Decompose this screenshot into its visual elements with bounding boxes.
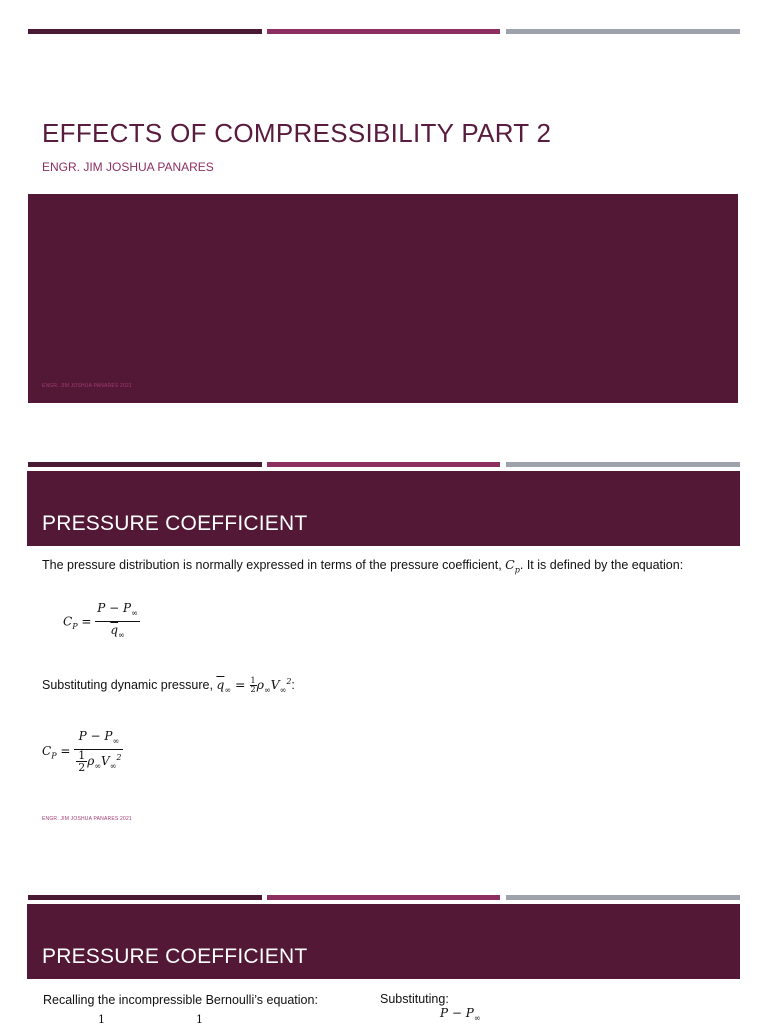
subst-v-sup: 2 (286, 677, 292, 686)
slide1-title: EFFECTS OF COMPRESSIBILITY PART 2 (42, 118, 552, 148)
intro-text: The pressure distribution is normally expressed in terms of the pressure coefficient, (42, 558, 506, 572)
eq2-lhs-sub: P (51, 751, 57, 761)
bar-magenta (267, 895, 500, 900)
eq1-lhs-sub: P (72, 621, 78, 631)
slide2-header (27, 471, 740, 546)
decorative-color-bars (28, 895, 740, 900)
cp-symbol (505, 557, 520, 575)
slide3-left-frag1: 1 (98, 1013, 105, 1024)
eq2-half-den: 2 (78, 761, 86, 775)
cp-sub: p (514, 565, 520, 575)
intro-end: . It is defined by the equation: (519, 558, 684, 572)
bar-dark (28, 29, 262, 34)
right-frag-text: P − P (440, 1006, 474, 1020)
subst-v-sub: ∞ (279, 685, 287, 695)
subst-rho-sub: ∞ (263, 685, 271, 695)
subst-eq: = (231, 677, 250, 693)
eq1-den-sub: ∞ (118, 630, 125, 640)
bar-dark (28, 895, 262, 900)
subst-half (250, 677, 257, 694)
slide3-header (27, 904, 740, 979)
eq2-v-sub: ∞ (109, 761, 117, 771)
right-frag-sub: ∞ (473, 1013, 481, 1023)
eq2-fraction (74, 728, 123, 775)
slide2-title: PRESSURE COEFFICIENT (42, 512, 308, 535)
eq2-lhs: C (42, 743, 52, 758)
equation-cp-definition: $C_P$ = $\frac{P - P_\infty}{\overline{q}_\infty}$ (63, 600, 140, 644)
subst-half-num: 1 (250, 676, 256, 686)
bar-gray (506, 29, 740, 34)
slide3-right-text: Substituting: (380, 992, 449, 1006)
eq1-den: $\overline{q}$ (110, 623, 119, 638)
slide2-intro (42, 557, 683, 575)
slide1-subtitle: ENGR. JIM JOSHUA PANARES (42, 160, 214, 174)
subst-text: Substituting dynamic pressure, (42, 678, 217, 693)
slide2-substitution (42, 677, 295, 695)
slide3-right-frag (440, 1006, 481, 1022)
slide1-footer: ENGR. JIM JOSHUA PANARES 2021 (42, 383, 132, 389)
slide3-left-text: Recalling the incompressible Bernoulli’s equation: (43, 993, 318, 1007)
slide3-left-frag2: 1 (196, 1013, 203, 1024)
bar-gray (506, 895, 740, 900)
eq2-rho: ρ (87, 754, 95, 769)
eq2-num: P − P (78, 729, 113, 743)
equation-cp-expanded: $C_P$ = $P - P_\infty$ $\frac{1}{2}$ $\rho_\infty V_\infty^2$ (42, 729, 122, 775)
eq1-num-sub: ∞ (131, 608, 138, 618)
decorative-color-bars (28, 462, 740, 467)
eq2-num-sub: ∞ (112, 736, 120, 746)
cp-c: C (505, 557, 515, 572)
slide2-footer: ENGR. JIM JOSHUA PANARES 2021 (42, 816, 132, 822)
decorative-color-bars (28, 29, 740, 34)
bar-magenta (267, 29, 500, 34)
subst-q: $\overline{q}$ (216, 677, 225, 693)
subst-rho: ρ (256, 677, 264, 693)
slide3-title: PRESSURE COEFFICIENT (42, 945, 308, 968)
eq1-num: P − P (97, 601, 132, 615)
bar-magenta (267, 462, 500, 467)
subst-v: V (270, 677, 280, 693)
slide1-panel (28, 194, 738, 403)
eq2-half (76, 750, 87, 773)
subst-q-sub: ∞ (224, 685, 232, 695)
eq1-lhs: C (63, 614, 73, 629)
eq2-v-sup: 2 (116, 753, 122, 763)
subst-colon: : (291, 678, 295, 693)
bar-gray (506, 462, 740, 467)
eq2-half-num: 1 (78, 749, 86, 763)
eq2-rho-sub: ∞ (94, 761, 102, 771)
eq2-v: V (101, 754, 110, 769)
eq1-fraction (95, 600, 140, 644)
subst-half-den: 2 (250, 685, 256, 695)
bar-dark (28, 462, 262, 467)
